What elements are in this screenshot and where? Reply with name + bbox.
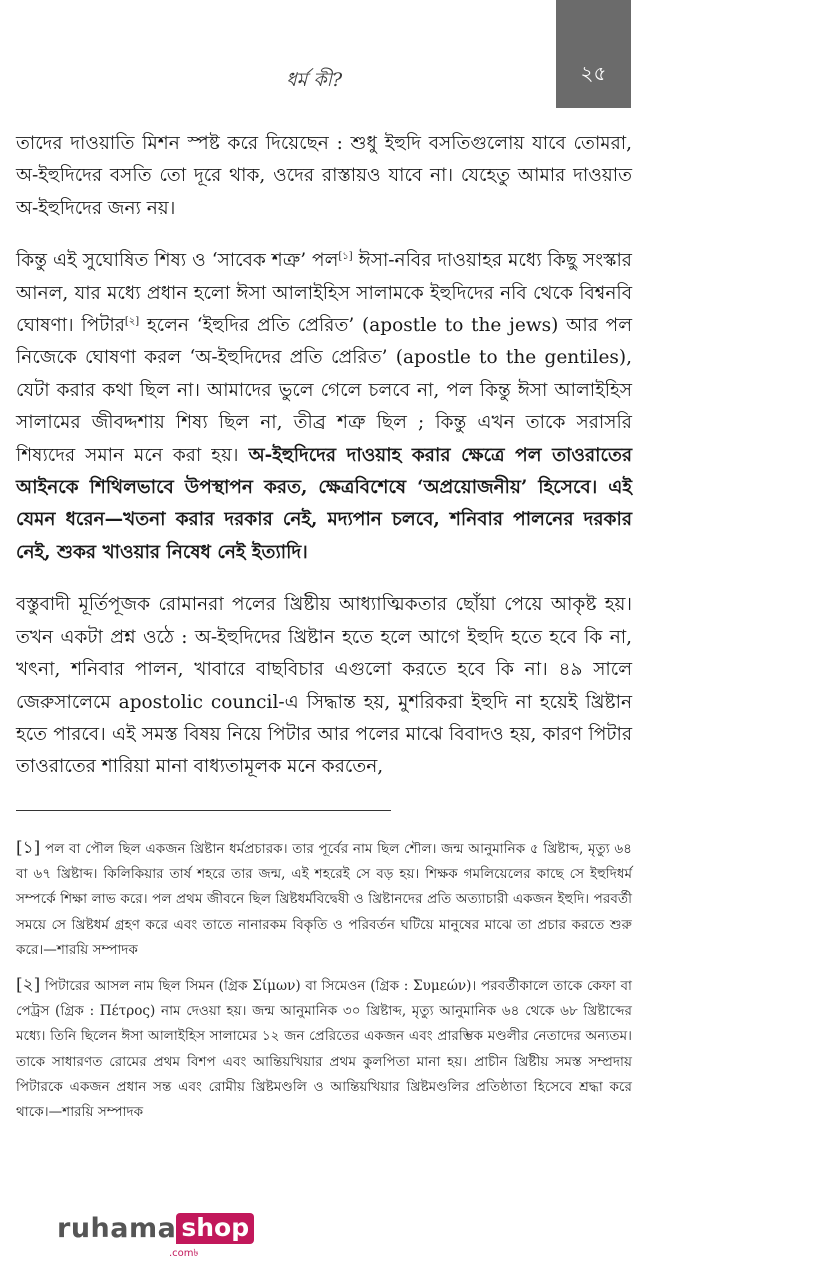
- paragraph-2-part-a: কিন্তু এই সুঘোষিত শিষ্য ও ‘সাবেক শত্রু’ পল: [16, 250, 339, 272]
- paragraph-2: [16, 245, 632, 569]
- body-text: [16, 128, 632, 804]
- paragraph-3: বস্তুবাদী মূর্তিপূজক রোমানরা পলের খ্রিষ্টীয় আধ্যাত্মিকতার ছোঁয়া পেয়ে আকৃষ্ট হয়। তখন একটা প্রশ্ন ওঠে : অ-ইহুদিদের খ্রিষ্টান হতে হলে আগে ইহুদি হতে হবে কি না, খৎনা, শনিবার পালন, খাবারে বাছবিচার এগুলো করতে হবে কি না। ৪৯ সালে জেরুসালেমে apostolic council-এ সিদ্ধান্ত হয়, মুশরিকরা ইহুদি না হয়েই খ্রিষ্টান হতে পারবে। এই সমস্ত বিষয় নিয়ে পিটার আর পলের মাঝে বিবাদও হয়, কারণ পিটার তাওরাতের শারিয়া মানা বাধ্যতামূলক মনে করতেন,: [16, 594, 632, 778]
- page-number: ২৫: [580, 61, 607, 85]
- footnote-1-text: পল বা পৌল ছিল একজন খ্রিষ্টান ধর্মপ্রচারক। তার পূর্বের নাম ছিল শৌল। জন্ম আনুমানিক ৫ খ্রিষ্টাব্দ, মৃত্যু ৬৪ বা ৬৭ খ্রিষ্টাব্দ। কিলিকিয়ার তার্ষ শহরে তার জন্ম, এই শহরেই সে বড় হয়। শিক্ষক গমলিয়েলের কাছে সে ইহুদিধর্ম সম্পর্কে শিক্ষা লাভ করে। পল প্রথম জীবনে ছিল খ্রিষ্টধর্মবিদ্বেষী ও খ্রিষ্টানদের প্রতি অত্যাচারী একজন ইহুদি। পরবর্তী সময়ে সে খ্রিষ্টধর্ম গ্রহণ করে এবং তাতে নানারকম বিকৃতি ও পরিবর্তন ঘটিয়ে মানুষের মাঝে তা প্রচার করতে শুরু করে।—শারয়ি সম্পাদক: [16, 841, 632, 958]
- paragraph-1: তাদের দাওয়াতি মিশন স্পষ্ট করে দিয়েছেন : শুধু ইহুদি বসতিগুলোয় যাবে তোমরা, অ-ইহুদিদের বসতি তো দূরে থাক, ওদের রাস্তায়ও যাবে না। যেহেতু আমার দাওয়াত অ-ইহুদিদের জন্য নয়।: [16, 133, 632, 219]
- footnote-2-text: পিটারের আসল নাম ছিল সিমন (গ্রিক Σίμων) বা সিমেওন (গ্রিক : Συμεών)। পরবর্তীকালে তাকে কেফা বা পেট্রস (গ্রিক : Πέτρος) নাম দেওয়া হয়। জন্ম আনুমানিক ৩০ খ্রিষ্টাব্দ, মৃত্যু আনুমানিক ৬৪ থেকে ৬৮ খ্রিষ্টাব্দের মধ্যে। তিনি ছিলেন ঈসা আলাইহিস সালামের ১২ জন প্রেরিতের একজন এবং প্রারম্ভিক মণ্ডলীর নেতাদের অন্যতম। তাকে সাধারণত রোমের প্রথম বিশপ এবং আন্তিয়খিয়ার প্রথম কুলপিতা মানা হয়। প্রাচীন খ্রিষ্টীয় সমস্ত সম্প্রদায় পিটারকে একজন প্রধান সন্ত এবং রোমীয় খ্রিষ্টমণ্ডলি ও আন্তিয়খিয়ার খ্রিষ্টমণ্ডলির প্রতিষ্ঠাতা হিসেবে শ্রদ্ধা করে থাকে।—শারয়ি সম্পাদক: [16, 978, 632, 1121]
- footnote-ref-1[interactable]: [১]: [338, 251, 353, 263]
- logo-wordmark: ruhama: [57, 1213, 177, 1244]
- footnote-1-number: [১]: [16, 838, 41, 858]
- logo-shop-badge: shop: [176, 1213, 254, 1244]
- ruhama-shop-logo: [57, 1213, 254, 1259]
- footnote-2: [16, 973, 632, 1125]
- footnote-divider: [16, 810, 391, 811]
- paragraph-2-bold: অ-ইহুদিদের দাওয়াহ করার ক্ষেত্রে পল তাওরাতের আইনকে শিথিলভাবে উপস্থাপন করত, ক্ষেত্রবিশেষে ‘অপ্রয়োজনীয়’ হিসেবে। এই যেমন ধরেন—খতনা করার দরকার নেই, মদ্যপান চলবে, শনিবার পালনের দরকার নেই, শুকর খাওয়ার নিষেধ নেই ইত্যাদি।: [16, 444, 632, 563]
- footnote-2-number: [২]: [16, 975, 41, 996]
- footnote-ref-2[interactable]: [২]: [124, 315, 140, 327]
- logo-domain: .com৳: [169, 1248, 199, 1259]
- page-number-tab: [556, 0, 631, 108]
- paragraph-2-part-b: ঈসা-নবির দাওয়াহর মধ্যে কিছু সংস্কার আনল, যার মধ্যে প্রধান হলো ঈসা আলাইহিস সালামকে ইহুদিদের নবি থেকে বিশ্বনবি ঘোষণা। পিটার: [16, 250, 632, 337]
- running-header-title: ধর্ম কী?: [286, 69, 343, 91]
- footnotes: [16, 836, 632, 1135]
- footnote-1: [16, 836, 632, 963]
- paragraph-2-part-c: হলেন ‘ইহুদির প্রতি প্রেরিত’ (apostle to the jews) আর পল নিজেকে ঘোষণা করল ‘অ-ইহুদিদের প্রতি প্রেরিত’ (apostle to the gentiles), যেটা করার কথা ছিল না। আমাদের ভুলে গেলে চলবে না, পল কিন্তু ঈসা আলাইহিস সালামের জীবদ্দশায় শিষ্য ছিল না, তীব্র শত্রু ছিল ; কিন্তু এখন তাকে সরাসরি শিষ্যদের সমান মনে করা হয়।: [16, 315, 632, 466]
